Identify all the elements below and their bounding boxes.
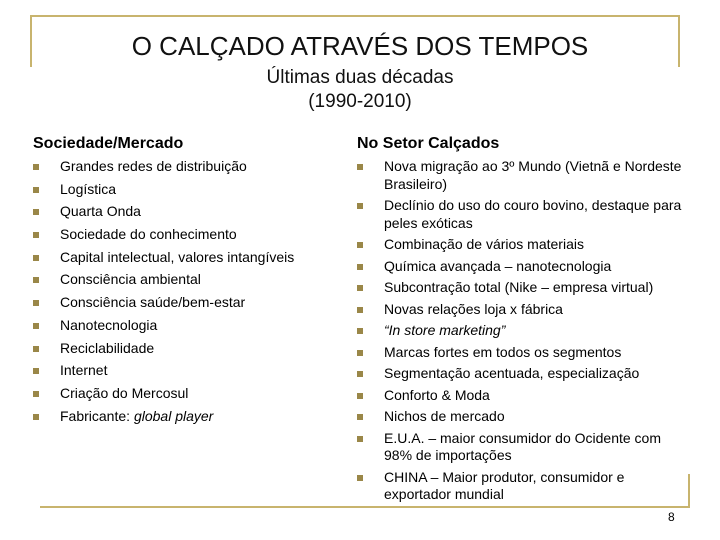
list-item [33, 158, 348, 176]
list-item-text: Reciclabilidade [60, 339, 155, 356]
square-bullet-icon [33, 187, 39, 193]
list-item [357, 430, 692, 465]
list-item [357, 387, 692, 405]
list-item [357, 158, 692, 193]
list-item [33, 271, 348, 289]
list-item-text: Novas relações loja x fábrica [384, 300, 563, 317]
square-bullet-icon [357, 203, 363, 209]
square-bullet-icon [357, 350, 363, 356]
list-item-text: Declínio do uso do couro bovino, destaque para peles exóticas [384, 197, 682, 231]
list-item [357, 322, 692, 340]
list-item-text: Criação do Mercosul [60, 384, 189, 401]
list-item-text: Capital intelectual, valores intangíveis [60, 248, 295, 265]
frame-rule-top [30, 15, 680, 17]
list-item [33, 362, 348, 380]
list-item [357, 365, 692, 383]
square-bullet-icon [33, 323, 39, 329]
square-bullet-icon [33, 277, 39, 283]
list-item [33, 249, 348, 267]
square-bullet-icon [357, 164, 363, 170]
square-bullet-icon [33, 164, 39, 170]
page-number: 8 [668, 510, 675, 524]
list-item-text: Quarta Onda [60, 203, 141, 220]
square-bullet-icon [357, 328, 363, 334]
square-bullet-icon [33, 346, 39, 352]
list-item-text: Marcas fortes em todos os segmentos [384, 343, 622, 360]
list-item-text: Grandes redes de distribuição [60, 158, 247, 174]
slide-subtitle [0, 66, 720, 114]
list-item [33, 317, 348, 335]
square-bullet-icon [357, 242, 363, 248]
list-item-text: E.U.A. – maior consumidor do Ocidente com 98% de importações [384, 429, 662, 463]
list-item-text: Subcontração total (Nike – empresa virtual) [384, 279, 654, 295]
list-item-text: Fabricante: [60, 407, 134, 424]
square-bullet-icon [357, 307, 363, 313]
left-column-list [33, 158, 348, 430]
list-item-text: Química avançada – nanotecnologia [384, 257, 612, 274]
square-bullet-icon [357, 393, 363, 399]
list-item-text: Nichos de mercado [384, 408, 505, 424]
right-column-list [357, 158, 692, 508]
slide-title: O CALÇADO ATRAVÉS DOS TEMPOS [131, 31, 589, 61]
subtitle-line-2: (1990-2010) [308, 91, 412, 112]
list-item [33, 181, 348, 199]
list-item-text: Nova migração ao 3º Mundo (Vietnã e Nordeste Brasileiro) [384, 158, 682, 192]
list-item [33, 203, 348, 221]
list-item-text: Nanotecnologia [60, 316, 158, 333]
square-bullet-icon [357, 285, 363, 291]
list-item-italic-text: global player [133, 407, 214, 424]
square-bullet-icon [33, 255, 39, 261]
square-bullet-icon [33, 391, 39, 397]
square-bullet-icon [357, 264, 363, 270]
square-bullet-icon [357, 475, 363, 481]
list-item [357, 344, 692, 362]
square-bullet-icon [357, 436, 363, 442]
list-item-text: Combinação de vários materiais [384, 236, 584, 252]
square-bullet-icon [33, 368, 39, 374]
list-item [357, 408, 692, 426]
list-item [357, 197, 692, 232]
square-bullet-icon [33, 300, 39, 306]
left-column-heading: Sociedade/Mercado [33, 135, 184, 152]
list-item-text: Internet [60, 362, 108, 379]
square-bullet-icon [33, 209, 39, 215]
right-column-heading: No Setor Calçados [357, 135, 500, 152]
list-item [33, 408, 348, 426]
list-item-text: “In store marketing” [384, 322, 506, 338]
list-item-text: Sociedade do conhecimento [60, 226, 237, 243]
subtitle-line-1: Últimas duas décadas [266, 67, 454, 88]
list-item [357, 301, 692, 319]
list-item-text: Logística [60, 180, 117, 197]
list-item-text: Conforto & Moda [384, 386, 490, 403]
square-bullet-icon [33, 414, 39, 420]
list-item [33, 294, 348, 312]
square-bullet-icon [357, 414, 363, 420]
list-item-text: CHINA – Maior produtor, consumidor e exportador mundial [384, 468, 625, 502]
list-item-text: Segmentação acentuada, especialização [384, 365, 640, 381]
list-item [357, 469, 692, 504]
list-item [357, 258, 692, 276]
square-bullet-icon [357, 371, 363, 377]
list-item [33, 385, 348, 403]
list-item [357, 236, 692, 254]
list-item-text: Consciência saúde/bem-estar [60, 294, 246, 311]
list-item [33, 226, 348, 244]
square-bullet-icon [33, 232, 39, 238]
list-item [357, 279, 692, 297]
list-item [33, 340, 348, 358]
list-item-text: Consciência ambiental [60, 271, 201, 288]
